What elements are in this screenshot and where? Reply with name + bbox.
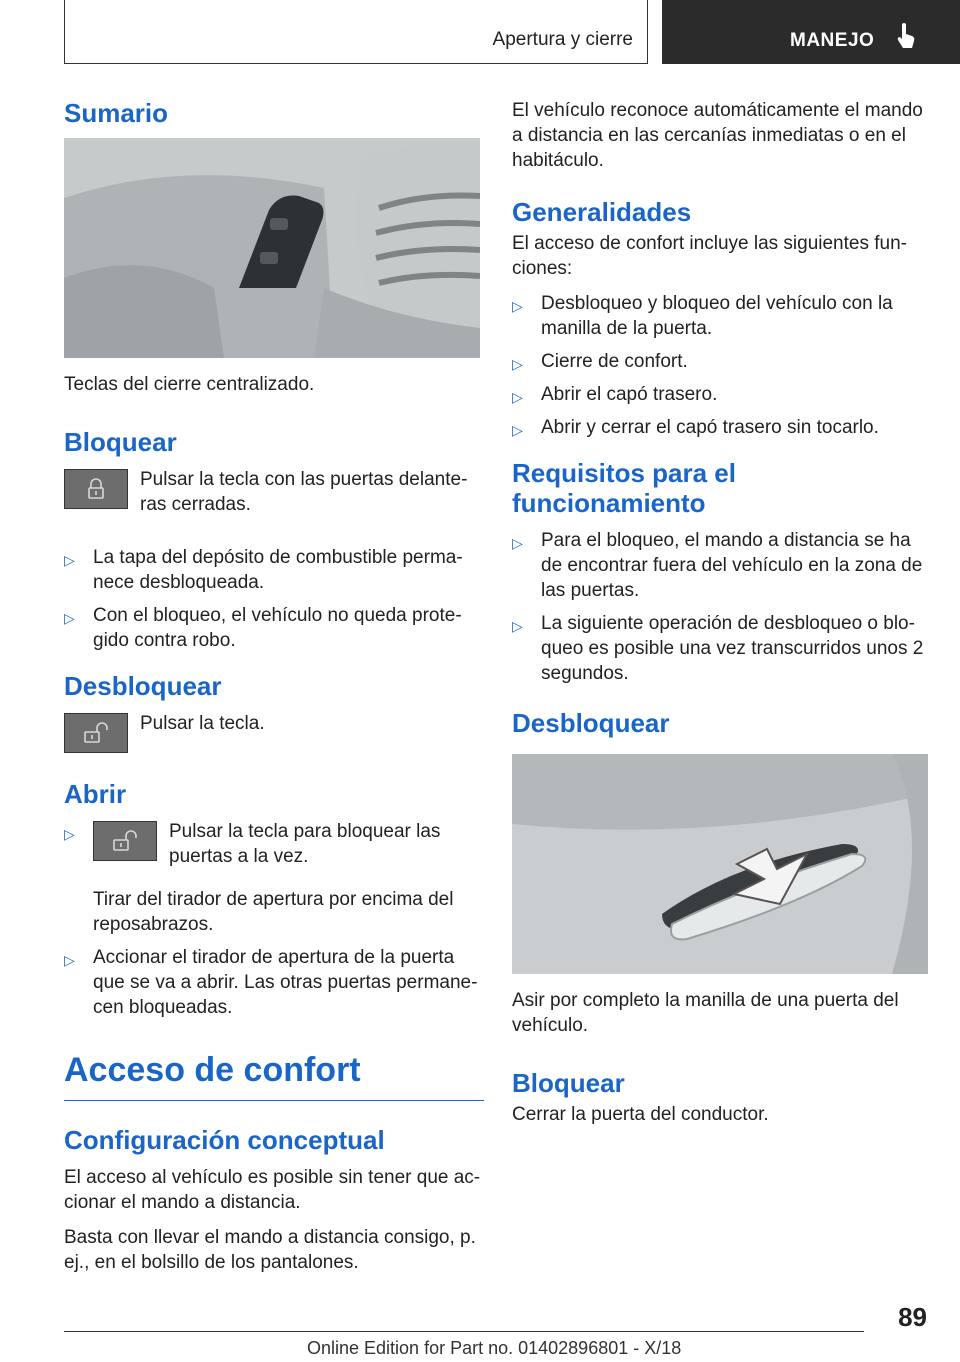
- bloquear-list: [64, 545, 484, 653]
- config-paragraph-1: El acceso al vehículo es posible sin tener que ac-cionar el mando a distancia.: [64, 1167, 481, 1213]
- list-item: ▷ Abrir y cerrar el capó trasero sin tocarlo.: [512, 415, 928, 440]
- door-handle-photo: [512, 754, 928, 974]
- footer-divider: [64, 1331, 864, 1332]
- bloquear-right-text: Cerrar la puerta del conductor.: [512, 1104, 769, 1125]
- unlock-key-row: [93, 819, 484, 879]
- config-paragraph-2: Basta con llevar el mando a distancia consigo, p. ej., en el bolsillo de los pantalones.: [64, 1227, 476, 1273]
- generalidades-text: El acceso de confort incluye las siguientes fun-ciones:: [512, 233, 907, 279]
- triangle-bullet-icon: ▷: [512, 422, 523, 438]
- triangle-bullet-icon: ▷: [512, 535, 523, 551]
- abrir-heading: Abrir: [64, 779, 127, 809]
- left-column: [64, 98, 484, 1285]
- padlock-open-icon: [84, 722, 108, 744]
- header-chapter-box: [662, 0, 960, 64]
- padlock-open-icon: [113, 830, 137, 852]
- header-section-title: Apertura y cierre: [492, 29, 633, 50]
- list-item: ▷ Accionar el tirador de apertura de la puerta que se va a abrir. Las otras puertas permane-cen bloqueadas.: [64, 947, 478, 1018]
- lock-key-row: [64, 467, 484, 527]
- triangle-bullet-icon: ▷: [512, 618, 523, 634]
- door-lock-buttons-photo: [64, 138, 480, 358]
- acceso-heading-block: [64, 1050, 484, 1101]
- intro-paragraph: El vehículo reconoce automáticamente el mando a distancia en las cercanías inmediatas o en el habitáculo.: [512, 100, 923, 171]
- desbloquear-text: Pulsar la tecla.: [140, 713, 265, 734]
- right-column: [512, 98, 928, 1137]
- unlock-key-row: [64, 711, 484, 753]
- desbloquear-right-heading: Desbloquear: [512, 708, 670, 738]
- requisitos-heading: Requisitos para el funcionamiento: [512, 458, 736, 518]
- list-item: [64, 819, 484, 937]
- list-item: ▷ La siguiente operación de desbloqueo o blo-queo es posible una vez transcurridos unos 2 segundos.: [512, 613, 924, 684]
- abrir-item1-text: Pulsar la tecla para bloquear las puertas a la vez.: [169, 821, 441, 867]
- lock-key-icon: [64, 469, 128, 509]
- triangle-bullet-icon: ▷: [512, 298, 523, 314]
- padlock-closed-icon: [86, 478, 106, 500]
- abrir-item1-continuation: Tirar del tirador de apertura por encima del reposabrazos.: [93, 889, 454, 935]
- triangle-bullet-icon: ▷: [64, 952, 75, 968]
- sumario-heading: Sumario: [64, 98, 169, 128]
- acceso-heading: Acceso de confort: [64, 1051, 361, 1089]
- triangle-bullet-icon: ▷: [64, 552, 75, 568]
- header-section-box: [64, 0, 648, 64]
- bloquear-heading: Bloquear: [64, 427, 177, 457]
- generalidades-list: [512, 291, 928, 440]
- triangle-bullet-icon: ▷: [64, 610, 75, 626]
- page-number: 89: [898, 1302, 927, 1332]
- list-item: ▷ Para el bloqueo, el mando a distancia se ha de encontrar fuera del vehículo en la zona de las puertas.: [512, 530, 923, 601]
- triangle-bullet-icon: ▷: [512, 389, 523, 405]
- bloquear-right-heading: Bloquear: [512, 1068, 625, 1098]
- edition-note: Online Edition for Part no. 01402896801 - X/18: [307, 1338, 682, 1358]
- list-item: ▷ Abrir el capó trasero.: [512, 382, 928, 407]
- config-heading: Configuración conceptual: [64, 1125, 385, 1155]
- requisitos-list: [512, 528, 928, 686]
- hand-pointer-icon: [896, 22, 916, 50]
- sumario-caption: Teclas del cierre centralizado.: [64, 374, 315, 395]
- header-chapter-title: MANEJO: [790, 30, 875, 51]
- unlock-key-icon: [64, 713, 128, 753]
- list-item: ▷ Con el bloqueo, el vehículo no queda prote-gido contra robo.: [64, 605, 462, 651]
- desbloquear-right-caption: Asir por completo la manilla de una puerta del vehículo.: [512, 990, 899, 1036]
- triangle-bullet-icon: ▷: [64, 826, 75, 842]
- bloquear-text: Pulsar la tecla con las puertas delante-ras cerradas.: [140, 469, 468, 515]
- list-item: ▷ La tapa del depósito de combustible perma-nece desbloqueada.: [64, 547, 463, 593]
- abrir-list: [64, 819, 484, 1020]
- generalidades-heading: Generalidades: [512, 197, 692, 227]
- desbloquear-heading: Desbloquear: [64, 671, 222, 701]
- triangle-bullet-icon: ▷: [512, 356, 523, 372]
- list-item: ▷ Cierre de confort.: [512, 349, 928, 374]
- list-item: ▷ Desbloqueo y bloqueo del vehículo con la manilla de la puerta.: [512, 293, 893, 339]
- unlock-key-icon: [93, 821, 157, 861]
